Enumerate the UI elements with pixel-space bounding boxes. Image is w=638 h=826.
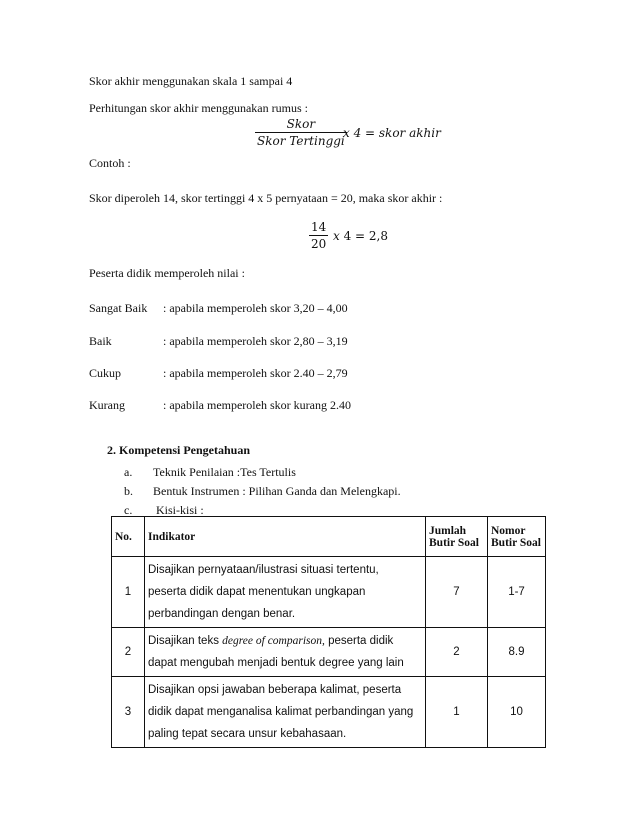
grading-heading: Peserta didik memperoleh nilai : <box>89 266 245 280</box>
indikator-line: perbandingan dengan benar. <box>148 608 296 620</box>
formula-denominator: Skor Tertinggi <box>257 134 345 148</box>
indikator-line: Disajikan opsi jawaban beberapa kalimat, peserta <box>148 684 402 696</box>
example-label: Contoh : <box>89 156 131 170</box>
table-row <box>112 628 546 677</box>
list-marker: c. <box>124 503 133 517</box>
header-no: No. <box>112 517 145 557</box>
cell-nomor: 10 <box>488 677 546 748</box>
cell-no: 2 <box>112 628 145 677</box>
formula-rest: x 4 = skor akhir <box>343 126 441 140</box>
header-nomor: Nomor Butir Soal <box>488 517 546 557</box>
kisi-kisi-table <box>111 516 546 748</box>
cell-jumlah: 7 <box>426 557 488 628</box>
example-text: Skor diperoleh 14, skor tertinggi 4 x 5 pernyataan = 20, maka skor akhir : <box>89 191 443 205</box>
list-marker: a. <box>124 465 133 479</box>
example-denominator: 20 <box>311 237 327 251</box>
indikator-line <box>148 630 422 652</box>
cell-no: 3 <box>112 677 145 748</box>
cell-jumlah: 2 <box>426 628 488 677</box>
table-row <box>112 677 546 748</box>
list-item: Teknik Penilaian :Tes Tertulis <box>153 465 296 479</box>
grade-label: Kurang <box>89 398 125 412</box>
cell-nomor: 1-7 <box>488 557 546 628</box>
example-rest: x 4 = 2,8 <box>333 229 388 243</box>
indikator-line: peserta didik dapat menentukan ungkapan <box>148 586 366 598</box>
cell-nomor: 8.9 <box>488 628 546 677</box>
formula-numerator: Skor <box>286 117 316 131</box>
indikator-line: didik dapat menganalisa kalimat perbandingan yang <box>148 706 414 718</box>
cell-indikator <box>145 677 426 748</box>
indikator-line: paling tepat secara unsur kebahasaan. <box>148 728 347 740</box>
section-title: 2. Kompetensi Pengetahuan <box>107 443 251 457</box>
example-fraction <box>309 219 328 252</box>
grade-range: : apabila memperoleh skor kurang 2.40 <box>163 398 351 412</box>
grade-label: Cukup <box>89 366 122 380</box>
formula-intro: Perhitungan skor akhir menggunakan rumus : <box>89 101 308 115</box>
header-indikator: Indikator <box>145 517 426 557</box>
example-numerator: 14 <box>311 220 327 234</box>
table-header-row <box>112 517 546 557</box>
cell-no: 1 <box>112 557 145 628</box>
header-jumlah: Jumlah Butir Soal <box>426 517 488 557</box>
table-row <box>112 557 546 628</box>
grade-range: : apabila memperoleh skor 2.40 – 2,79 <box>163 366 348 380</box>
indikator-text: Disajikan teks <box>148 635 223 647</box>
scale-line: Skor akhir menggunakan skala 1 sampai 4 <box>89 74 293 88</box>
cell-indikator <box>145 557 426 628</box>
indikator-italic: degree of comparison, <box>222 635 325 647</box>
indikator-text: peserta didik <box>324 635 394 647</box>
indikator-line: dapat mengubah menjadi bentuk degree yang lain <box>148 657 404 669</box>
grade-label: Baik <box>89 334 112 348</box>
grade-range: : apabila memperoleh skor 3,20 – 4,00 <box>163 301 348 315</box>
indikator-line: Disajikan pernyataan/ilustrasi situasi tertentu, <box>148 564 379 576</box>
grade-range: : apabila memperoleh skor 2,80 – 3,19 <box>163 334 348 348</box>
cell-indikator <box>145 628 426 677</box>
list-item: Kisi-kisi : <box>156 503 204 517</box>
list-marker: b. <box>124 484 133 498</box>
cell-jumlah: 1 <box>426 677 488 748</box>
list-item: Bentuk Instrumen : Pilihan Ganda dan Melengkapi. <box>153 484 401 498</box>
grade-label: Sangat Baik <box>89 301 148 315</box>
formula-fraction <box>255 116 347 149</box>
